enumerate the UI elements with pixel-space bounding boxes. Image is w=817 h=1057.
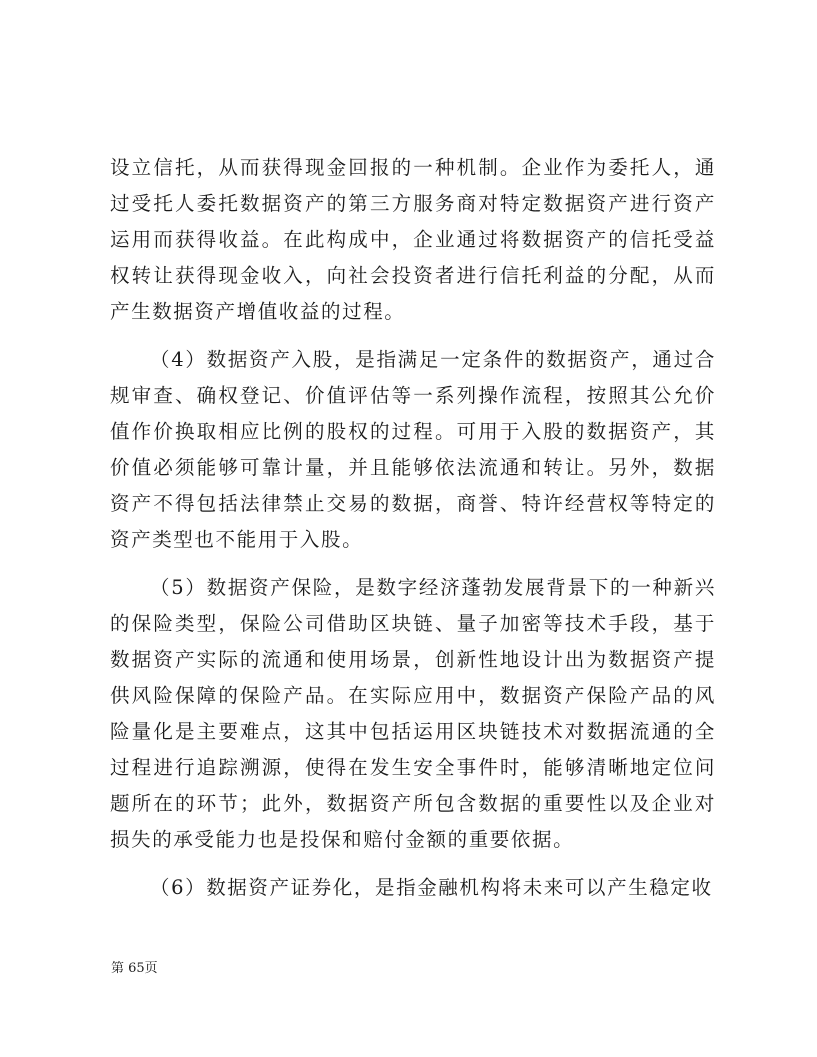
page-number: 第 65页 (111, 961, 158, 976)
document-body (110, 150, 716, 918)
paragraph-data-asset-equity: （4）数据资产入股，是指满足一定条件的数据资产，通过合规审查、确权登记、价值评估等一系列操作流程，按照其公允价值作价换取相应比例的股权的过程。可用于入股的数据资产，其价值必须能够可靠计量，并且能够依法流通和转让。另外，数据资产不得包括法律禁止交易的数据，商誉、特许经营权等特定的资产类型也不能用于入股。 (110, 348, 716, 551)
paragraph-data-asset-securitization: （6）数据资产证券化，是指金融机构将未来可以产生稳定收 (150, 876, 713, 899)
paragraph-data-asset-insurance: （5）数据资产保险，是数字经济蓬勃发展背景下的一种新兴的保险类型，保险公司借助区块链、量子加密等技术手段，基于数据资产实际的流通和使用场景，创新性地设计出为数据资产提供风险保障的保险产品。在实际应用中，数据资产保险产品的风险量化是主要难点，这其中包括运用区块链技术对数据流通的全过程进行追踪溯源，使得在发生安全事件时，能够清晰地定位问题所在的环节；此外，数据资产所包含数据的重要性以及企业对损失的承受能力也是投保和赔付金额的重要依据。 (110, 576, 716, 851)
paragraph-trust-continued: 设立信托，从而获得现金回报的一种机制。企业作为委托人，通过受托人委托数据资产的第三方服务商对特定数据资产进行资产运用而获得收益。在此构成中，企业通过将数据资产的信托受益权转让获得现金收入，向社会投资者进行信托利益的分配，从而产生数据资产增值收益的过程。 (110, 156, 716, 323)
